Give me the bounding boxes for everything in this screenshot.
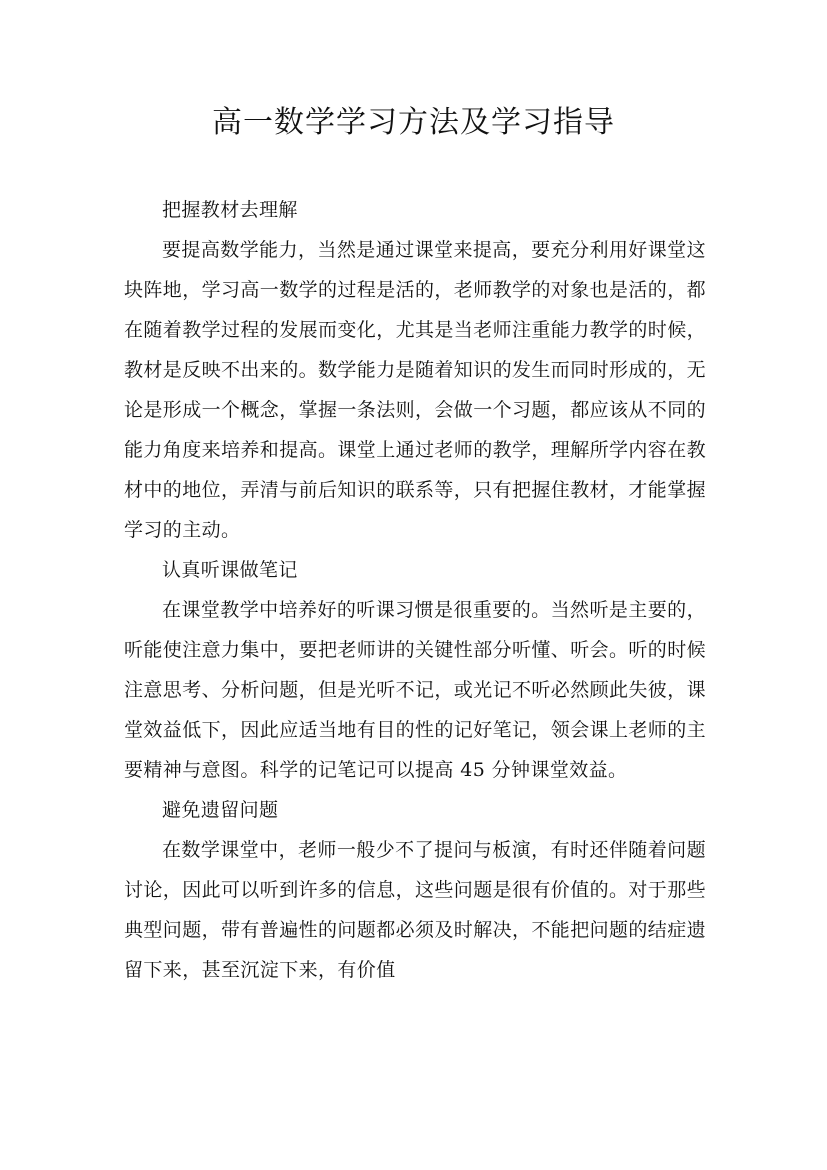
section-paragraph: 要提高数学能力，当然是通过课堂来提高，要充分利用好课堂这块阵地，学习高一数学的过程是活的，老师教学的对象也是活的，都在随着教学过程的发展而变化，尤其是当老师注重能力教学的时候，教材是反映不出来的。数学能力是随着知识的发生而同时形成的，无论是形成一个概念，掌握一条法则，会做一个习题，都应该从不同的能力角度来培养和提高。课堂上通过老师的教学，理解所学内容在教材中的地位，弄清与前后知识的联系等，只有把握住教材，才能掌握学习的主动。 [124, 239, 707, 541]
section-heading: 把握教材去理解 [162, 199, 298, 221]
section-heading: 避免遗留问题 [162, 799, 279, 821]
section-paragraph: 在数学课堂中，老师一般少不了提问与板演，有时还伴随着问题讨论，因此可以听到许多的信息，这些问题是很有价值的。对于那些典型问题，带有普遍性的问题都必须及时解决，不能把问题的结症遗留下来，甚至沉淀下来，有价值 [124, 839, 707, 981]
section-paragraph: 在课堂教学中培养好的听课习惯是很重要的。当然听是主要的，听能使注意力集中，要把老师讲的关键性部分听懂、听会。听的时候注意思考、分析问题，但是光听不记，或光记不听必然顾此失彼，课堂效益低下，因此应适当地有目的性的记好笔记，领会课上老师的主要精神与意图。科学的记笔记可以提高 45 分钟课堂效益。 [124, 599, 707, 781]
document-body [124, 190, 706, 990]
document-title: 高一数学学习方法及学习指导 [212, 105, 615, 140]
section-heading: 认真听课做笔记 [162, 559, 298, 581]
